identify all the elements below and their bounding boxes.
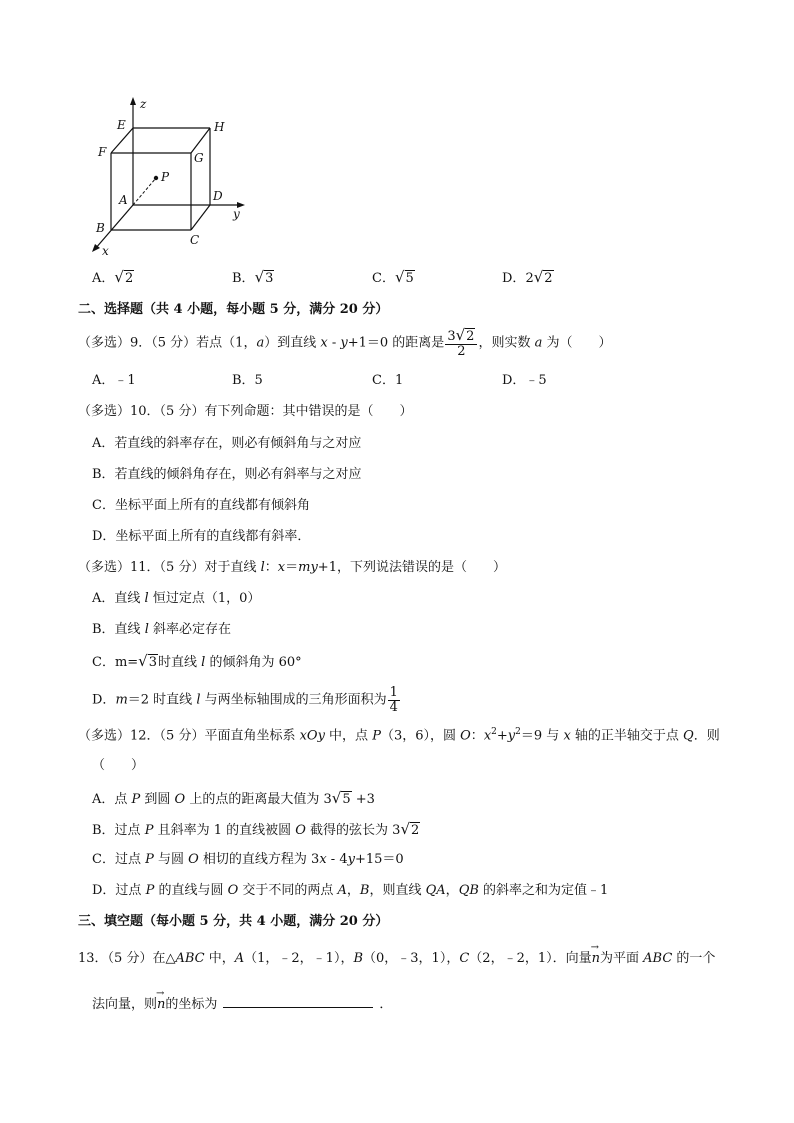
q12-d-comma2: ，	[445, 883, 459, 898]
q13-var-C: C	[459, 951, 470, 966]
segment-AP	[133, 178, 156, 205]
q12-text-2: 中，点	[324, 728, 373, 744]
cube-figure	[88, 95, 258, 260]
q8-option-a[interactable]: A．√2	[92, 268, 134, 286]
q11-var-x: x	[277, 560, 286, 575]
q12-a-var-P: P	[131, 792, 141, 807]
q10-option-d[interactable]: D．坐标平面上所有的直线都有斜率．	[92, 529, 311, 544]
q12-var-Q: Q	[683, 728, 694, 744]
q12-plus: +	[496, 728, 508, 744]
q12-b-radicand: 2	[411, 823, 420, 838]
q13-vector-n: → n	[592, 952, 600, 965]
label-C: C	[190, 233, 200, 247]
q9-frac-den: 2	[457, 343, 466, 359]
q12-c-text-3: 相切的直线方程为 3	[198, 852, 320, 867]
label-z: z	[140, 97, 147, 111]
label-E: E	[117, 118, 126, 132]
q11-d-text-2: ＝2 时直线	[127, 692, 197, 708]
q12-sup-2: 2	[515, 727, 521, 737]
q11-d-fraction	[388, 686, 400, 714]
q12-stem-line1	[78, 728, 720, 742]
q11-d-var-l: l	[196, 692, 201, 708]
q12-b-var-O: O	[295, 823, 306, 838]
q12-d-var-P: P	[145, 883, 155, 898]
q12-stem-paren: （ ）	[92, 758, 145, 773]
q13-text-3: （1，﹣2，﹣1），	[244, 951, 354, 966]
q13-text-8: 法向量，则	[92, 997, 158, 1012]
q13-text-7: 的一个	[672, 951, 716, 966]
q12-c-text-1: C．过点	[92, 852, 146, 867]
q11-eq: ＝	[285, 560, 299, 575]
q11-b-text-2: 斜率必定存在	[148, 622, 231, 637]
q12-b-text-3: 截得的弦长为 3	[305, 823, 401, 838]
q9-text-4: ，则实数	[478, 335, 535, 351]
q11-b-var-l: l	[144, 622, 149, 637]
q13-text-6: 为平面	[600, 951, 644, 966]
q11-d-text-3: 与两坐标轴围成的三角形面积为	[200, 692, 387, 708]
label-P: P	[161, 170, 170, 184]
q11-option-b[interactable]	[92, 623, 231, 636]
edge-GH	[191, 128, 210, 153]
q12-b-text-1: B．过点	[92, 823, 145, 838]
q12-a-var-O: O	[174, 792, 186, 807]
label-H: H	[214, 120, 225, 134]
q12-text-6: 轴的正半轴交于点	[570, 728, 684, 744]
edge-CD	[191, 205, 210, 230]
q9-option-d[interactable]: D．﹣5	[502, 373, 547, 388]
q11-option-d[interactable]	[92, 686, 401, 714]
q12-d-var-A: A	[337, 883, 347, 898]
label-A: A	[119, 193, 128, 207]
q8-option-a-radicand: 2	[124, 271, 134, 286]
q12-b-text-2: 且斜率为 1 的直线被圆	[153, 823, 296, 838]
q11-option-c[interactable]: C．m=√3时直线 l 的倾斜角为 60°	[92, 652, 302, 670]
q11-b-text-1: B．直线	[92, 622, 145, 637]
q9-fraction: $\frac{3√2}{2}$	[445, 328, 477, 358]
q12-d-var-O: O	[227, 883, 239, 898]
q8-option-b[interactable]: B．√3	[232, 268, 274, 286]
q13-text-1: 13．（5 分）在△	[78, 951, 176, 966]
label-y: y	[233, 207, 240, 221]
q13-var-B: B	[353, 951, 364, 966]
q8-option-c[interactable]: C．√5	[372, 268, 414, 286]
q11-c-radicand: 3	[148, 655, 158, 670]
point-P-dot	[154, 176, 158, 180]
q9-text-3: +1＝0 的距离是	[347, 335, 445, 351]
q13-text-9: 的坐标为	[165, 997, 218, 1012]
q11-a-var-l: l	[144, 591, 149, 606]
q9-option-b[interactable]: B．5	[232, 373, 263, 388]
q11-a-text-2: 恒过定点（1，0）	[148, 591, 261, 606]
q11-c-text-3: 的倾斜角为 60°	[205, 655, 302, 670]
q10-stem: （多选）10．（5 分）有下列命题：其中错误的是（ ）	[78, 404, 413, 419]
q12-d-text-1: D．过点	[92, 883, 146, 898]
q13-var-abc2: ABC	[643, 951, 673, 966]
q12-a-text-2: 到圆	[140, 792, 175, 807]
q9-text-5: 为（ ）	[542, 335, 612, 351]
q13-stem-line1	[78, 952, 715, 965]
q13-answer-blank[interactable]	[223, 995, 373, 1008]
q11-text-2: +1，下列说法错误的是（ ）	[317, 560, 506, 575]
q12-a-text-4: +3	[351, 792, 375, 807]
q9-option-c[interactable]: C．1	[372, 373, 404, 388]
label-B: B	[96, 221, 105, 235]
label-D: D	[213, 189, 223, 203]
q13-var-abc: ABC	[175, 951, 205, 966]
q12-d-var-QA: QA	[425, 883, 446, 898]
q12-c-var-O: O	[188, 852, 199, 867]
q13-period: ．	[379, 997, 393, 1012]
q12-option-a[interactable]: A．点 P 到圆 O 上的点的距离最大值为 3√5 +3	[92, 789, 375, 807]
q12-var-xoy: xOy	[299, 728, 325, 744]
q13-stem-line2	[92, 995, 392, 1011]
q8-option-d-pre: 2	[525, 271, 534, 286]
q9-op: -	[327, 335, 341, 351]
q13-vector-n2: → n	[157, 998, 165, 1011]
q9-option-a[interactable]: A．﹣1	[92, 373, 136, 388]
q12-a-radicand: 5	[342, 792, 351, 807]
q11-d-frac-den: 4	[389, 699, 398, 715]
q12-d-text-2: 的直线与圆	[154, 883, 228, 898]
q12-d-var-QB: QB	[458, 883, 479, 898]
q12-text-3: （3，6），圆	[380, 728, 461, 744]
q12-c-text-4: - 4	[326, 852, 348, 867]
q11-d-var-m: m	[115, 692, 128, 708]
q9-text-2: ）到直线	[264, 335, 321, 351]
q12-d-comma: ，	[346, 883, 360, 898]
q12-var-x2: x	[563, 728, 571, 744]
q13-text-4: （0，﹣3，1），	[363, 951, 460, 966]
q12-text-5: ＝9 与	[520, 728, 564, 744]
q9-frac-radicand: 2	[466, 329, 475, 344]
q8-option-d-letter: D．	[502, 271, 526, 286]
q12-option-c[interactable]	[92, 853, 404, 866]
q12-c-var-P: P	[145, 852, 154, 867]
q9-var-x: x	[320, 335, 328, 351]
section-2-title: 二、选择题（共 4 小题，每小题 5 分，满分 20 分）	[78, 302, 389, 317]
z-arrowhead	[130, 97, 136, 105]
q9-var-a: a	[256, 335, 265, 351]
q12-c-text-2: 与圆	[153, 852, 189, 867]
q8-option-c-radicand: 5	[405, 271, 414, 286]
q11-text-1: （多选）11．（5 分）对于直线	[78, 560, 261, 575]
q13-text-2: 中，	[204, 951, 235, 966]
q13-var-A: A	[234, 951, 245, 966]
q8-option-d-radicand: 2	[544, 271, 553, 286]
q11-c-text-1: C．m=	[92, 655, 139, 670]
q11-var-l: l	[260, 560, 265, 575]
q9-stem	[78, 328, 611, 358]
q13-text-5: （2，﹣2，1）．向量	[469, 951, 592, 966]
q11-colon: ：	[264, 560, 278, 575]
q11-option-a[interactable]	[92, 592, 260, 605]
q11-c-text-2: 时直线	[158, 655, 202, 670]
q12-a-text-1: A．点	[92, 792, 132, 807]
q11-d-text-1: D．	[92, 692, 116, 708]
q11-c-var-l: l	[201, 655, 206, 670]
q12-var-y: y	[507, 728, 516, 744]
q12-d-text-3: 交于不同的两点	[238, 883, 338, 898]
q10-option-c[interactable]: C．坐标平面上所有的直线都有倾斜角	[92, 498, 310, 513]
q8-option-b-radicand: 3	[265, 271, 274, 286]
q12-d-var-B: B	[359, 883, 370, 898]
label-F: F	[98, 145, 107, 159]
q12-var-P: P	[372, 728, 381, 744]
q9-var-y: y	[340, 335, 348, 351]
q12-option-b[interactable]: B．过点 P 且斜率为 1 的直线被圆 O 截得的弦长为 3√2	[92, 820, 420, 838]
q9-text-1: （多选）9．（5 分）若点（1，	[78, 335, 257, 351]
label-x: x	[102, 244, 109, 258]
q8-option-a-letter: A．	[92, 271, 115, 286]
q10-option-a[interactable]: A．若直线的斜率存在，则必有倾斜角与之对应	[92, 436, 362, 451]
label-G: G	[194, 151, 204, 165]
q12-b-var-P: P	[144, 823, 154, 838]
q8-option-d[interactable]: D．2√2	[502, 268, 553, 286]
q9-frac-coef: 3	[447, 329, 456, 344]
q12-var-x: x	[483, 728, 492, 744]
q8-option-b-letter: B．	[232, 271, 255, 286]
q12-text-7: ．则	[693, 728, 720, 744]
q12-text-1: （多选）12．（5 分）平面直角坐标系	[78, 728, 300, 744]
q11-d-frac-num: 1	[389, 685, 398, 700]
q11-var-my: my	[298, 560, 318, 575]
q12-c-var-x: x	[319, 852, 327, 867]
q12-c-text-5: +15＝0	[354, 852, 404, 867]
q11-stem	[78, 561, 506, 574]
q8-option-c-letter: C．	[372, 271, 395, 286]
q11-a-text-1: A．直线	[92, 591, 145, 606]
q10-option-b[interactable]: B．若直线的倾斜角存在，则必有斜率与之对应	[92, 467, 362, 482]
q12-c-var-y: y	[347, 852, 355, 867]
q12-sup-1: 2	[491, 727, 497, 737]
q12-option-d[interactable]	[92, 884, 608, 897]
q12-d-text-5: 的斜率之和为定值﹣1	[478, 883, 609, 898]
q12-d-text-4: ，则直线	[369, 883, 426, 898]
q12-a-text-3: 上的点的距离最大值为 3	[185, 792, 332, 807]
section-3-title: 三、填空题（每小题 5 分，共 4 小题，满分 20 分）	[78, 914, 389, 929]
q9-var-a2: a	[534, 335, 543, 351]
q12-text-4: ：	[470, 728, 484, 744]
q12-var-O: O	[460, 728, 471, 744]
